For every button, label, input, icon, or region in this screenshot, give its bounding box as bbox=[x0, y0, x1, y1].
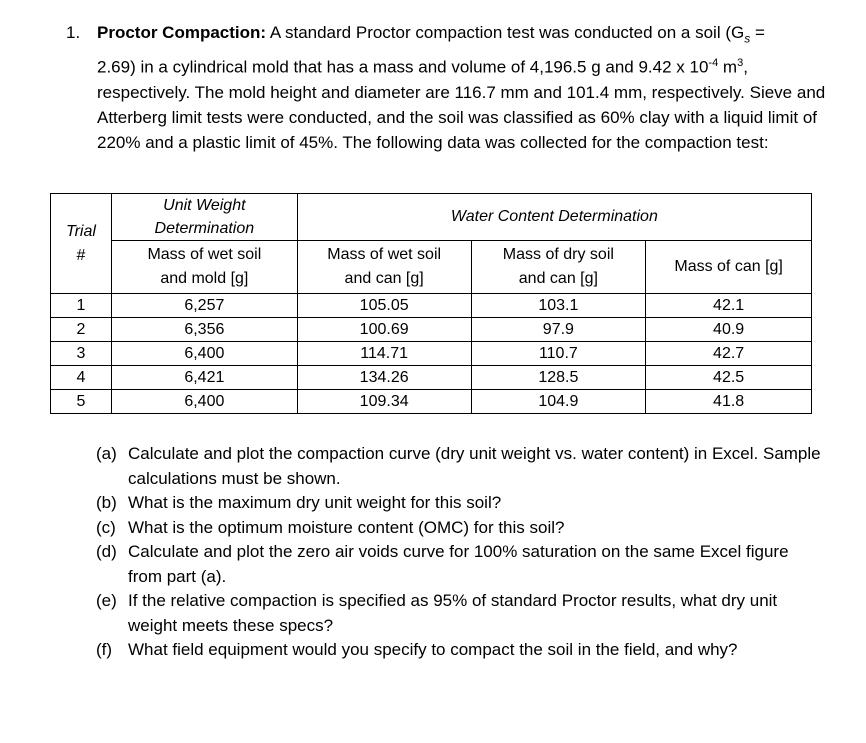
col-header-dry-can: Mass of dry soil and can [g] bbox=[471, 241, 646, 294]
cell-dry-can: 97.9 bbox=[471, 318, 646, 342]
unit-weight-header: Unit Weight Determination bbox=[111, 194, 297, 241]
col-header-wet-can: Mass of wet soil and can [g] bbox=[297, 241, 471, 294]
cell-wet-can: 100.69 bbox=[297, 318, 471, 342]
question-text: What is the maximum dry unit weight for this soil? bbox=[128, 493, 502, 512]
question-label: (a) bbox=[96, 444, 117, 463]
question-text: Calculate and plot the zero air voids curve for 100% saturation on the same Excel figure from part (a). bbox=[128, 542, 789, 586]
question-a bbox=[96, 442, 821, 491]
compaction-data-table bbox=[50, 193, 812, 414]
cell-trial: 3 bbox=[51, 342, 112, 366]
question-label: (d) bbox=[96, 542, 117, 561]
cell-can: 41.8 bbox=[646, 390, 812, 414]
question-e bbox=[96, 589, 821, 638]
problem-rest: respectively. The mold height and diameter are 116.7 mm and 101.4 mm, respectively. Sieve and Atterberg limit tests were conducted, and the soil was classified as 60% clay with a liquid limit of 220% and a plastic limit of 45%. The following data was collected for the compaction test: bbox=[97, 83, 826, 153]
table-row bbox=[51, 294, 812, 318]
cell-dry-can: 110.7 bbox=[471, 342, 646, 366]
question-text: What is the optimum moisture content (OMC) for this soil? bbox=[128, 517, 565, 537]
problem-line2: 2.69) in a cylindrical mold that has a mass and volume of 4,196.5 g and 9.42 x 10 bbox=[97, 58, 709, 78]
cell-wet-can: 109.34 bbox=[297, 390, 471, 414]
cell-can: 42.1 bbox=[646, 294, 812, 318]
cell-dry-can: 128.5 bbox=[471, 366, 646, 390]
cell-wet-mold: 6,421 bbox=[111, 366, 297, 390]
problem-statement bbox=[66, 20, 826, 155]
question-label: (b) bbox=[96, 493, 117, 512]
problem-title: Proctor Compaction: bbox=[97, 23, 267, 42]
cell-can: 42.7 bbox=[646, 342, 812, 366]
table-row bbox=[51, 318, 812, 342]
question-text: If the relative compaction is specified as 95% of standard Proctor results, what dry unit weight meets these specs? bbox=[128, 591, 778, 635]
cell-wet-mold: 6,257 bbox=[111, 294, 297, 318]
cell-trial: 5 bbox=[51, 390, 112, 414]
question-label: (e) bbox=[96, 591, 117, 610]
problem-number: 1. bbox=[66, 23, 81, 42]
cell-trial: 1 bbox=[51, 294, 112, 318]
question-text: What field equipment would you specify to compact the soil in the field, and why? bbox=[128, 640, 738, 659]
table-row bbox=[51, 366, 812, 390]
problem-line1: A standard Proctor compaction test was conducted on a soil (G bbox=[266, 23, 745, 42]
cell-wet-can: 105.05 bbox=[297, 294, 471, 318]
question-label: (f) bbox=[96, 640, 113, 659]
question-c bbox=[96, 516, 821, 541]
gs-subscript: s bbox=[744, 31, 751, 46]
cell-dry-can: 104.9 bbox=[471, 390, 646, 414]
cell-wet-mold: 6,356 bbox=[111, 318, 297, 342]
table-row bbox=[51, 342, 812, 366]
cell-can: 42.5 bbox=[646, 366, 812, 390]
cell-wet-can: 114.71 bbox=[297, 342, 471, 366]
question-b bbox=[96, 491, 821, 516]
water-content-header: Water Content Determination bbox=[297, 194, 811, 241]
cell-trial: 2 bbox=[51, 318, 112, 342]
col-header-wet-mold: Mass of wet soil and mold [g] bbox=[111, 241, 297, 294]
question-d bbox=[96, 540, 821, 589]
exponent: -4 bbox=[708, 57, 719, 70]
cell-dry-can: 103.1 bbox=[471, 294, 646, 318]
trial-header: Trial # bbox=[51, 194, 112, 294]
problem-text: Proctor Compaction: A standard Proctor compaction test was conducted on a soil ($G_s$ = 2.69) in a cylindrical mold that has a mass and volume of 4,196.5 g and 9.42 x $10^{-4}$ $m^3$, respectively. The mold height and diameter are 116.7 mm and 101.4 mm, respectively. Sieve and Atterberg limit tests were conducted, and the soil was classified as 60% clay with a liquid limit of 220% and a plastic limit of 45%. The following data was collected for the compaction test: bbox=[97, 23, 826, 153]
cell-wet-mold: 6,400 bbox=[111, 390, 297, 414]
question-text: Calculate and plot the compaction curve (dry unit weight vs. water content) in Excel. Sample calculations must be shown. bbox=[128, 444, 821, 488]
unit-exponent: 3 bbox=[737, 57, 744, 70]
question-label: (c) bbox=[96, 517, 116, 537]
cell-can: 40.9 bbox=[646, 318, 812, 342]
question-list bbox=[96, 442, 821, 663]
question-f bbox=[96, 638, 821, 663]
cell-wet-can: 134.26 bbox=[297, 366, 471, 390]
col-header-can: Mass of can [g] bbox=[646, 241, 812, 294]
cell-wet-mold: 6,400 bbox=[111, 342, 297, 366]
table-row bbox=[51, 390, 812, 414]
cell-trial: 4 bbox=[51, 366, 112, 390]
